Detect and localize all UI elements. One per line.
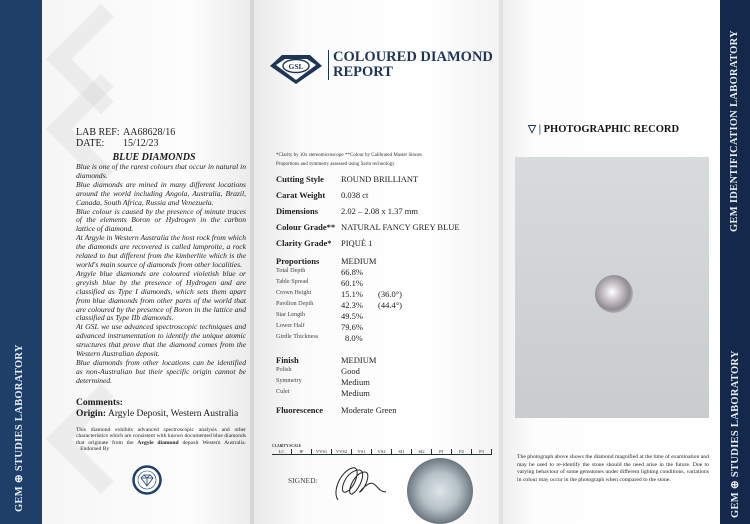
clarity-grade: P3	[472, 449, 492, 454]
finish-item-value: Medium	[341, 388, 370, 398]
blue-diamonds-text	[76, 163, 246, 386]
clarity-scale-grades	[272, 449, 492, 455]
paragraph: At Argyle in Western Australia the host rock from which the diamonds are recovered is called lamproite, a rock related to but different from the kimberlite which is the world's main source of diamonds from other localities.	[76, 233, 246, 269]
title-line: REPORT	[333, 64, 393, 80]
diamond-image	[595, 275, 633, 313]
origin-label: Origin:	[76, 409, 107, 419]
proportion-angle: (36.0°)	[378, 289, 402, 299]
paragraph: Blue diamonds from other locations can be identified as non-Australian but their specific origin cannot be determined.	[76, 357, 246, 385]
paragraph: At GSL we use advanced spectroscopic techniques and advanced instrumentation to identify the unique atomic structures that prove that the diamond comes from the Western Australian deposit.	[76, 322, 246, 359]
date-label: DATE:	[76, 138, 105, 149]
clarity-grade: VS1	[352, 449, 372, 454]
photographic-record-heading	[528, 123, 679, 135]
lab-ref-value: AA68628/16	[123, 127, 176, 138]
proportion-label: Star Length	[276, 311, 306, 318]
report-title	[328, 50, 493, 80]
field-label: Dimensions	[276, 206, 319, 216]
finish-item-value: Good	[341, 366, 360, 376]
proportion-value: 42.3%	[341, 300, 363, 310]
field-label: Clarity Grade*	[276, 238, 332, 248]
clarity-grade: VS2	[372, 449, 392, 454]
clarity-grade: VVS2	[332, 449, 352, 454]
clarity-grade: IF	[292, 449, 312, 454]
spine-right-top-text: GEM IDENTIFICATION LABORATORY	[729, 29, 740, 232]
field-value: NATURAL FANCY GREY BLUE	[341, 222, 460, 232]
report-notes	[276, 151, 422, 169]
left-spine	[0, 0, 42, 524]
spine-right-bottom-text: GEM ⊕ STUDIES LABORATORY	[730, 350, 741, 518]
clarity-grade: SI2	[412, 449, 432, 454]
field-value: PIQUÉ 1	[341, 238, 373, 248]
proportion-value: 79.6%	[341, 322, 363, 332]
title-line: COLOURED DIAMOND	[333, 49, 493, 65]
endorsement-part: This diamond exhibits advanced spectroscopic analysis and other characteristics which are consistent with known documented blue diamonds that originate from the	[76, 427, 246, 446]
endorsed-by: Endorsed By	[80, 446, 110, 453]
proportion-label: Lower Half	[276, 322, 305, 329]
field-value: 2.02 – 2.08 x 1.37 mm	[341, 206, 418, 216]
finish-item-label: Symmetry	[276, 377, 302, 384]
proportion-value: 8.0%	[345, 333, 363, 343]
date-value: 15/12/23	[123, 138, 159, 149]
gsl-logo-icon	[268, 52, 324, 86]
proportion-label: Girdle Thickness	[276, 333, 319, 340]
diamond-icon: ▽	[528, 124, 537, 135]
clarity-grade: P2	[452, 449, 472, 454]
proportion-label: Table Spread	[276, 278, 309, 285]
lab-reference	[76, 127, 175, 149]
proportions-value: MEDIUM	[341, 256, 377, 266]
field-label: Cutting Style	[276, 174, 324, 184]
divider: |	[538, 124, 542, 135]
heading-text: PHOTOGRAPHIC RECORD	[543, 124, 680, 135]
proportion-value: 66.8%	[341, 267, 363, 277]
clarity-scale	[272, 444, 492, 455]
logo-text: GSL	[288, 62, 304, 71]
finish-item-label: Culet	[276, 388, 290, 395]
paragraph: Blue is one of the rarest colours that occur in natural in diamonds.	[76, 162, 246, 180]
field-label: Colour Grade**	[276, 222, 336, 232]
paragraph: Blue colour is caused by the presence of minute traces of the elements Boron or Hydrogen in the carbon lattice of diamond.	[76, 206, 246, 234]
proportion-label: Pavilion Depth	[276, 300, 314, 307]
signature-image	[330, 462, 390, 506]
hologram-seal	[407, 458, 473, 524]
fluorescence-label: Fluorescence	[276, 405, 324, 415]
proportion-value: 15.1%	[341, 289, 363, 299]
clarity-grade: SI1	[392, 449, 412, 454]
proportions-label: Proportions	[276, 256, 320, 266]
paragraph: Argyle blue diamonds are coloured violetish blue or greyish blue by the presence of Hydrogen and are classified as Type I diamonds, which sets them apart from blue diamonds from other parts of the world that are coloured by the presence of Boron in the lattice and classified as Type IIb diamonds.	[76, 268, 246, 323]
endorsement-seal-icon	[132, 465, 162, 495]
finish-label: Finish	[276, 355, 299, 365]
paragraph: Blue diamonds are mined in many different locations around the world including Angola, Australia, Brazil, Canada, South Africa, Russia and Venezuela.	[76, 179, 246, 207]
comments	[76, 398, 251, 420]
right-spine	[720, 0, 750, 524]
proportion-angle: (44.4°)	[378, 300, 402, 310]
clarity-grade: LC	[272, 449, 292, 454]
proportion-label: Crown Height	[276, 289, 312, 296]
field-label: Carat Weight	[276, 190, 326, 200]
proportion-value: 49.5%	[341, 311, 363, 321]
clarity-grade: VVS1	[312, 449, 332, 454]
finish-item-label: Polish	[276, 366, 292, 373]
clarity-grade: P1	[432, 449, 452, 454]
note-line: *Clarity by 10x stereomicroscope **Colour by Calibrated Master Stones	[276, 153, 422, 158]
proportion-value: 60.1%	[341, 278, 363, 288]
proportion-label: Total Depth	[276, 267, 306, 274]
comments-label: Comments:	[76, 398, 123, 408]
field-value: ROUND BRILLIANT	[341, 174, 419, 184]
fluorescence-value: Moderate Green	[341, 405, 397, 415]
note-line: Proportions and symmetry assessed using Sarin technology	[276, 162, 395, 167]
finish-item-value: Medium	[341, 377, 370, 387]
signed-label: SIGNED:	[288, 476, 318, 485]
endorsement-text	[76, 427, 246, 453]
endorsement-bold: Argyle diamond	[137, 439, 179, 446]
spine-left-text: GEM ⊕ STUDIES LABORATORY	[14, 344, 25, 512]
photograph-note: The photograph above shows the diamond magnified at the time of examination and may be used to re-identify the stone should the need arise in the future. Due to varying behaviour of some gemstones under different lighting conditions, variations in colour may occur in the photograph when compared to the stone.	[517, 454, 709, 483]
field-value: 0.038 ct	[341, 190, 369, 200]
clarity-scale-title: CLARITY SCALE	[272, 444, 302, 448]
origin-value: Argyle Deposit, Western Australia	[107, 409, 239, 419]
finish-value: MEDIUM	[341, 355, 377, 365]
blue-diamonds-heading: BLUE DIAMONDS	[112, 152, 196, 163]
lab-ref-label: LAB REF:	[76, 127, 120, 138]
endorsement-part: deposit Western Australia.	[182, 439, 246, 446]
